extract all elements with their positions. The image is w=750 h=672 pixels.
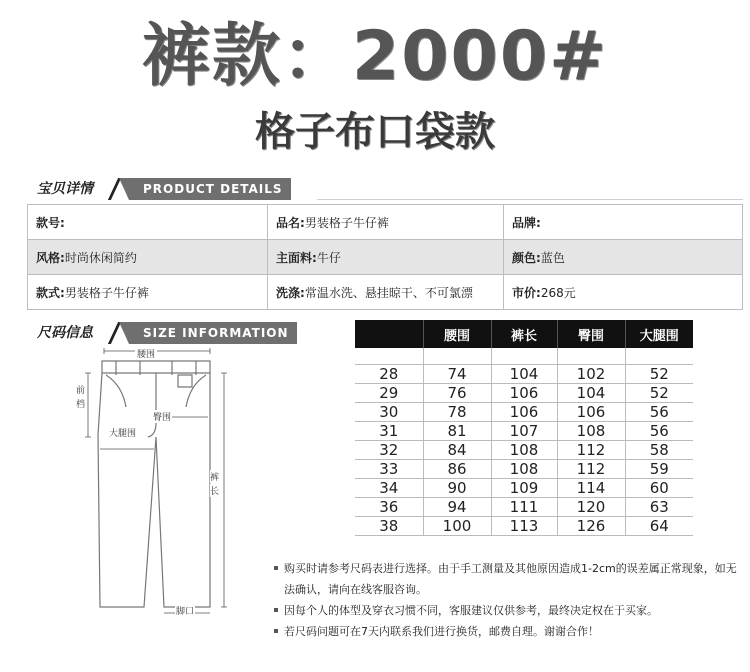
size-cell: 112 xyxy=(557,440,625,459)
length-label-1: 裤 xyxy=(210,470,219,483)
table-row xyxy=(355,421,693,440)
size-cell: 56 xyxy=(625,402,693,421)
jeans-diagram xyxy=(60,345,260,620)
note-item: 若尺码问题可在7天内联系我们进行换货，邮费自理。谢谢合作！ xyxy=(272,621,744,642)
size-cell: 104 xyxy=(491,364,557,383)
size-cell: 56 xyxy=(625,421,693,440)
details-key: 市价: xyxy=(512,285,541,300)
size-cell: 59 xyxy=(625,459,693,478)
size-cell: 94 xyxy=(423,497,491,516)
table-row xyxy=(355,497,693,516)
table-row xyxy=(355,348,693,364)
hip-label: 臀围 xyxy=(152,410,172,423)
size-col-header: 大腿围 xyxy=(625,320,693,348)
table-row xyxy=(355,440,693,459)
size-cell: 36 xyxy=(355,497,423,516)
size-cell: 78 xyxy=(423,402,491,421)
details-value: 268元 xyxy=(540,285,576,300)
table-row xyxy=(355,364,693,383)
details-value: 男装格子牛仔裤 xyxy=(304,215,389,230)
size-cell: 102 xyxy=(557,364,625,383)
size-col-header: 腰围 xyxy=(423,320,491,348)
size-col-header xyxy=(355,320,423,348)
size-cell: 64 xyxy=(625,516,693,535)
details-cell xyxy=(268,275,504,310)
size-cell: 86 xyxy=(423,459,491,478)
size-cell: 107 xyxy=(491,421,557,440)
size-cell: 109 xyxy=(491,478,557,497)
table-row xyxy=(355,478,693,497)
hem-label: 脚口 xyxy=(175,604,195,617)
page-subtitle: 格子布口袋款 xyxy=(255,109,495,155)
size-cell: 60 xyxy=(625,478,693,497)
size-cell: 52 xyxy=(625,383,693,402)
waist-label: 腰围 xyxy=(135,347,157,360)
front-rise-label-1: 前 xyxy=(76,386,86,396)
table-row xyxy=(355,459,693,478)
page-title: 裤款：2000# xyxy=(141,17,609,96)
size-cell: 74 xyxy=(423,364,491,383)
table-row xyxy=(355,383,693,402)
details-row xyxy=(28,240,743,275)
size-cell: 63 xyxy=(625,497,693,516)
size-info-heading-en: SIZE INFORMATION xyxy=(129,322,297,344)
size-cell: 104 xyxy=(557,383,625,402)
size-cell: 58 xyxy=(625,440,693,459)
details-key: 款式: xyxy=(36,285,65,300)
size-cell: 112 xyxy=(557,459,625,478)
note-item: 因每个人的体型及穿衣习惯不同，客服建议仅供参考，最终决定权在于买家。 xyxy=(272,600,744,621)
details-row xyxy=(28,275,743,310)
size-cell: 30 xyxy=(355,402,423,421)
size-table-header-row xyxy=(355,320,693,348)
details-cell xyxy=(268,205,504,240)
size-info-heading-cn: 尺码信息 xyxy=(37,325,93,341)
product-details-heading-en: PRODUCT DETAILS xyxy=(129,178,291,200)
size-cell: 111 xyxy=(491,497,557,516)
size-notes xyxy=(272,558,744,642)
size-table xyxy=(355,320,693,536)
details-cell xyxy=(268,240,504,275)
size-cell: 106 xyxy=(557,402,625,421)
size-cell: 52 xyxy=(625,364,693,383)
thigh-label: 大腿围 xyxy=(108,426,137,439)
size-cell: 108 xyxy=(491,440,557,459)
details-value: 蓝色 xyxy=(540,250,565,265)
table-row xyxy=(355,516,693,535)
details-key: 款号: xyxy=(36,215,65,230)
size-cell: 34 xyxy=(355,478,423,497)
size-cell: 126 xyxy=(557,516,625,535)
heading-rule xyxy=(317,199,743,200)
details-value: 时尚休闲简约 xyxy=(64,250,137,265)
details-value: 牛仔 xyxy=(316,250,341,265)
details-key: 品牌: xyxy=(512,215,541,230)
size-cell: 76 xyxy=(423,383,491,402)
details-key: 颜色: xyxy=(512,250,541,265)
size-cell: 33 xyxy=(355,459,423,478)
size-col-header: 裤长 xyxy=(491,320,557,348)
size-cell: 31 xyxy=(355,421,423,440)
size-cell: 28 xyxy=(355,364,423,383)
details-cell xyxy=(28,240,268,275)
size-cell: 108 xyxy=(557,421,625,440)
size-info-heading xyxy=(27,322,297,344)
size-cell: 81 xyxy=(423,421,491,440)
size-cell: 106 xyxy=(491,402,557,421)
details-value: 男装格子牛仔裤 xyxy=(64,285,149,300)
front-rise-label-2: 档 xyxy=(76,400,86,410)
size-cell: 38 xyxy=(355,516,423,535)
details-key: 品名: xyxy=(276,215,305,230)
details-row xyxy=(28,205,743,240)
note-item: 购买时请参考尺码表进行选择。由于手工测量及其他原因造成1-2cm的误差属正常现象，如无法确认，请向在线客服咨询。 xyxy=(272,558,744,600)
details-cell xyxy=(504,240,743,275)
size-cell: 108 xyxy=(491,459,557,478)
details-value: 常温水洗、悬挂晾干、不可氯漂 xyxy=(304,285,473,300)
waistband-outline xyxy=(102,361,210,373)
size-cell: 32 xyxy=(355,440,423,459)
product-details-heading-cn: 宝贝详情 xyxy=(37,181,93,197)
details-cell xyxy=(28,205,268,240)
size-cell: 114 xyxy=(557,478,625,497)
size-cell: 106 xyxy=(491,383,557,402)
details-cell xyxy=(504,275,743,310)
size-cell: 113 xyxy=(491,516,557,535)
table-row xyxy=(355,402,693,421)
size-cell: 100 xyxy=(423,516,491,535)
details-key: 主面料: xyxy=(276,250,317,265)
details-key: 洗涤: xyxy=(276,285,305,300)
size-cell: 29 xyxy=(355,383,423,402)
size-cell: 120 xyxy=(557,497,625,516)
size-cell: 90 xyxy=(423,478,491,497)
product-details-table xyxy=(27,204,743,310)
length-label-2: 长 xyxy=(210,484,219,497)
details-cell xyxy=(504,205,743,240)
product-details-heading xyxy=(27,178,743,200)
size-col-header: 臀围 xyxy=(557,320,625,348)
details-key: 风格: xyxy=(36,250,65,265)
details-cell xyxy=(28,275,268,310)
jeans-outline xyxy=(98,373,210,607)
size-cell: 84 xyxy=(423,440,491,459)
